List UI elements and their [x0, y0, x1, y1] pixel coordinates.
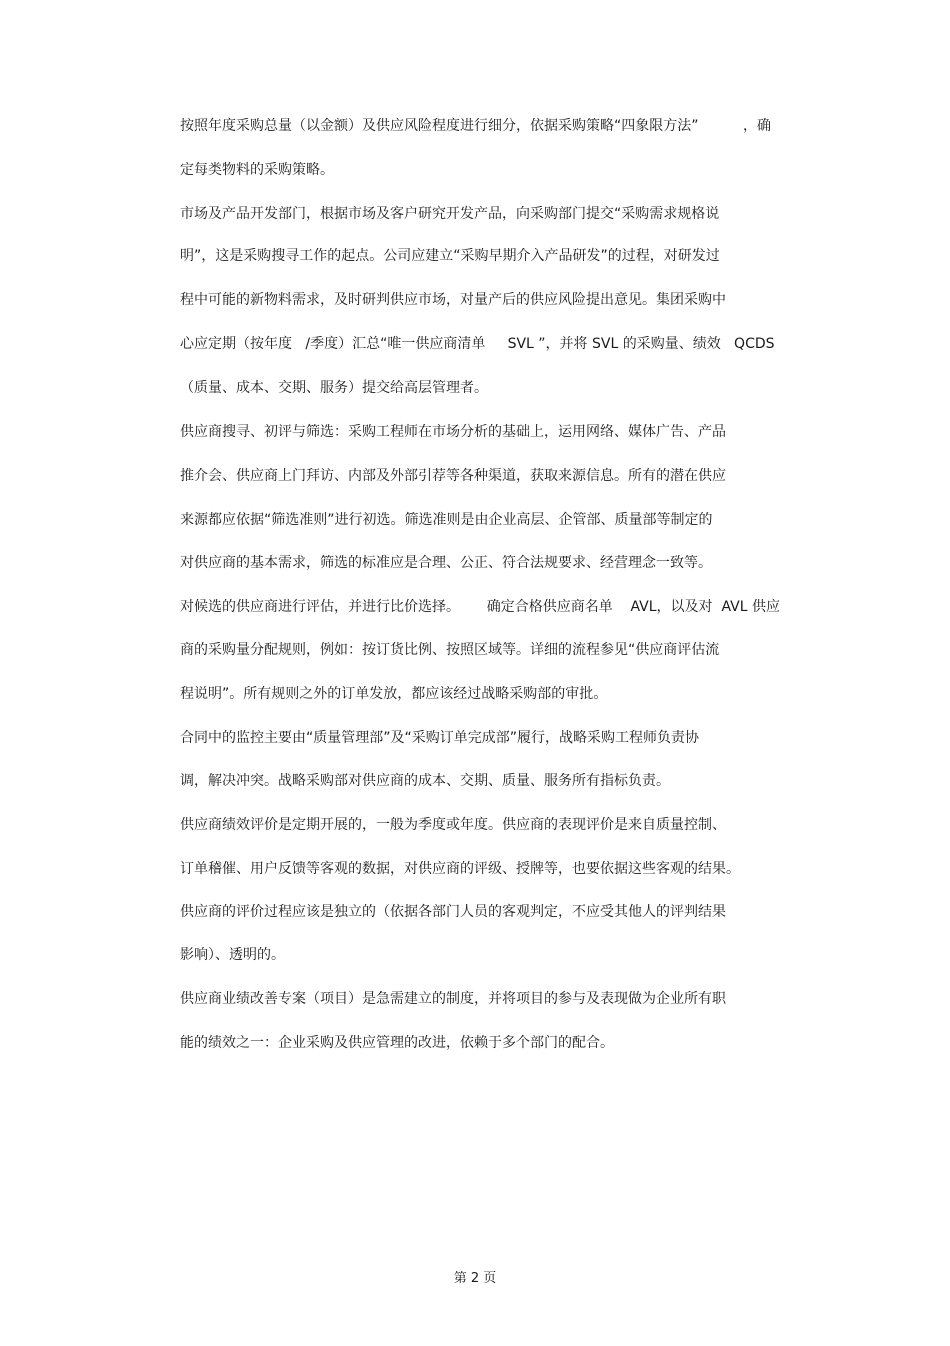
- paragraph-line: 程说明”。所有规则之外的订单发放，都应该经过战略采购部的审批。: [180, 686, 608, 702]
- page-number: 第 2 页: [453, 1271, 497, 1286]
- paragraph-line: 供应商绩效评价是定期开展的，一般为季度或年度。供应商的表现评价是来自质量控制、: [180, 817, 726, 833]
- paragraph-line: 供应商的评价过程应该是独立的（依据各部门人员的客观判定，不应受其他人的评判结果: [180, 904, 726, 920]
- paragraph-line: （质量、成本、交期、服务）提交给高层管理者。: [180, 380, 488, 396]
- paragraph-line: 定每类物料的采购策略。: [180, 162, 334, 178]
- paragraph-line: 市场及产品开发部门，根据市场及客户研究开发产品，向采购部门提交“采购需求规格说: [180, 206, 720, 222]
- paragraph-line: 心应定期（按年度 /季度）汇总“唯一供应商清单 SVL ”，并将 SVL 的采购量、绩效 QCDS: [180, 336, 775, 352]
- paragraph-line: 按照年度采购总量（以金额）及供应风险程度进行细分，依据采购策略“四象限方法” ，确: [180, 118, 772, 134]
- paragraph-line: 调，解决冲突。战略采购部对供应商的成本、交期、质量、服务所有指标负责。: [180, 773, 670, 789]
- paragraph-line: 来源都应依据“筛选准则”进行初选。筛选准则是由企业高层、企管部、质量部等制定的: [180, 512, 713, 528]
- paragraph-line: 推介会、供应商上门拜访、内部及外部引荐等各种渠道，获取来源信息。所有的潜在供应: [180, 468, 726, 484]
- paragraph-line: 供应商搜寻、初评与筛选：采购工程师在市场分析的基础上，运用网络、媒体广告、产品: [180, 424, 726, 440]
- paragraph-line: 影响）、透明的。: [180, 947, 285, 963]
- paragraph-line: 能的绩效之一：企业采购及供应管理的改进，依赖于多个部门的配合。: [180, 1035, 614, 1051]
- paragraph-line: 对供应商的基本需求，筛选的标准应是合理、公正、符合法规要求、经营理念一致等。: [180, 555, 712, 571]
- paragraph-line: 程中可能的新物料需求，及时研判供应市场，对量产后的供应风险提出意见。集团采购中: [180, 292, 726, 308]
- paragraph-line: 明”，这是采购搜寻工作的起点。公司应建立“采购早期介入产品研发”的过程，对研发过: [180, 248, 720, 264]
- paragraph-line: 订单稽催、用户反馈等客观的数据，对供应商的评级、授牌等，也要依据这些客观的结果。: [180, 861, 740, 877]
- paragraph-line: 供应商业绩改善专案（项目）是急需建立的制度，并将项目的参与及表现做为企业所有职: [180, 991, 726, 1007]
- paragraph-line: 商的采购量分配规则，例如：按订货比例、按照区域等。详细的流程参见“供应商评估流: [180, 642, 720, 658]
- paragraph-line: 合同中的监控主要由“质量管理部”及“采购订单完成部”履行，战略采购工程师负责协: [180, 730, 700, 746]
- paragraph-line: 对候选的供应商进行评估，并进行比价选择。 确定合格供应商名单 AVL，以及对 AVL 供应: [180, 599, 780, 615]
